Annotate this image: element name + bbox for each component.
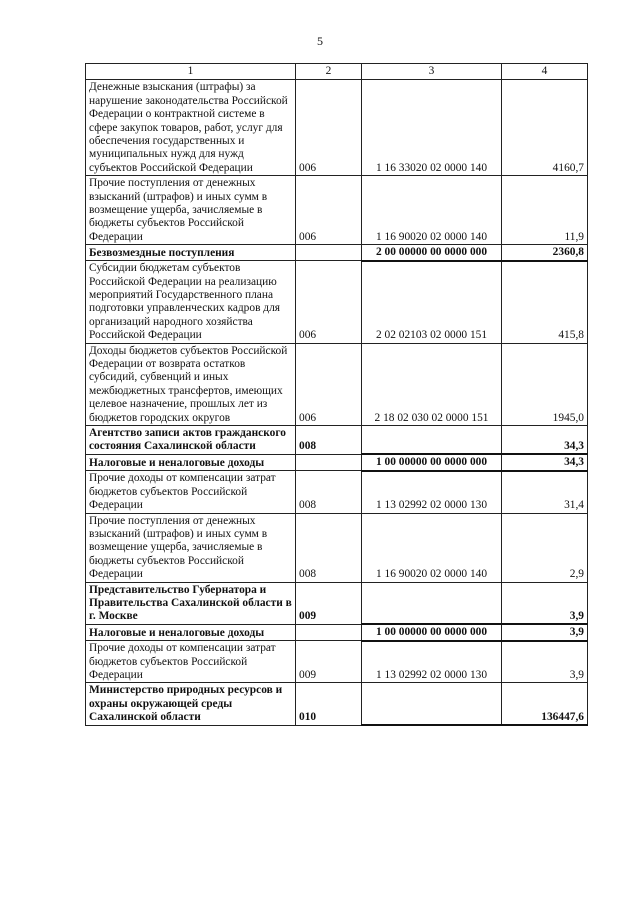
row-code-cell: 006	[296, 80, 362, 176]
row-code-cell	[296, 454, 362, 470]
row-code-cell: 009	[296, 582, 362, 624]
row-amount-cell: 1945,0	[502, 343, 588, 425]
row-kbk-cell: 1 16 33020 02 0000 140	[362, 80, 502, 176]
table-row	[86, 80, 588, 176]
table-body	[86, 80, 588, 725]
row-kbk-cell	[362, 582, 502, 624]
row-amount-cell: 136447,6	[502, 683, 588, 725]
row-kbk-cell: 1 00 00000 00 0000 000	[362, 454, 502, 470]
table-row	[86, 624, 588, 640]
row-name-cell: Представительство Губернатора и Правительства Сахалинской области в г. Москве	[86, 582, 296, 624]
table-row	[86, 513, 588, 582]
row-name-cell: Доходы бюджетов субъектов Российской Федерации от возврата остатков субсидий, субвенций и иных межбюджетных трансфертов, имеющих целевое назначение, прошлых лет из бюджетов городских округов	[86, 343, 296, 425]
row-name-cell: Безвозмездные поступления	[86, 245, 296, 261]
page-number: 5	[317, 34, 323, 48]
row-amount-cell: 4160,7	[502, 80, 588, 176]
row-code-cell: 006	[296, 261, 362, 343]
row-name-cell: Налоговые и неналоговые доходы	[86, 454, 296, 470]
row-kbk-cell: 1 13 02992 02 0000 130	[362, 471, 502, 513]
budget-revenue-table	[85, 63, 588, 726]
row-amount-cell: 31,4	[502, 471, 588, 513]
table-row	[86, 454, 588, 470]
row-kbk-cell: 2 18 02 030 02 0000 151	[362, 343, 502, 425]
row-kbk-cell: 1 16 90020 02 0000 140	[362, 513, 502, 582]
row-name-cell: Субсидии бюджетам субъектов Российской Федерации на реализацию мероприятий Государственного плана подготовки управленческих кадров для организаций народного хозяйства Российской Федерации	[86, 261, 296, 343]
row-kbk-cell	[362, 683, 502, 725]
row-code-cell	[296, 624, 362, 640]
table-row	[86, 683, 588, 725]
row-code-cell: 006	[296, 176, 362, 245]
table-row	[86, 582, 588, 624]
row-name-cell: Прочие поступления от денежных взысканий (штрафов) и иных сумм в возмещение ущерба, зачисляемые в бюджеты субъектов Российской Федерации	[86, 176, 296, 245]
table-row	[86, 245, 588, 261]
table-row	[86, 343, 588, 425]
row-amount-cell: 11,9	[502, 176, 588, 245]
row-kbk-cell: 2 02 02103 02 0000 151	[362, 261, 502, 343]
row-code-cell: 006	[296, 343, 362, 425]
table-row	[86, 641, 588, 683]
row-amount-cell: 34,3	[502, 426, 588, 455]
table-row	[86, 176, 588, 245]
row-name-cell: Прочие доходы от компенсации затрат бюджетов субъектов Российской Федерации	[86, 471, 296, 513]
row-code-cell: 008	[296, 471, 362, 513]
row-name-cell: Прочие доходы от компенсации затрат бюджетов субъектов Российской Федерации	[86, 641, 296, 683]
row-amount-cell: 3,9	[502, 582, 588, 624]
row-kbk-cell: 1 16 90020 02 0000 140	[362, 176, 502, 245]
table-row	[86, 471, 588, 513]
row-code-cell: 010	[296, 683, 362, 725]
row-name-cell: Министерство природных ресурсов и охраны окружающей среды Сахалинской области	[86, 683, 296, 725]
row-name-cell: Прочие поступления от денежных взысканий (штрафов) и иных сумм в возмещение ущерба, зачисляемые в бюджеты субъектов Российской Федерации	[86, 513, 296, 582]
row-code-cell: 008	[296, 426, 362, 455]
table-header-row	[86, 64, 588, 80]
row-amount-cell: 2,9	[502, 513, 588, 582]
row-name-cell: Агентство записи актов гражданского состояния Сахалинской области	[86, 426, 296, 455]
column-header-name: 1	[86, 64, 296, 80]
row-kbk-cell: 1 00 00000 00 0000 000	[362, 624, 502, 640]
row-code-cell: 009	[296, 641, 362, 683]
row-amount-cell: 34,3	[502, 454, 588, 470]
row-code-cell	[296, 245, 362, 261]
table-row	[86, 426, 588, 455]
row-name-cell: Налоговые и неналоговые доходы	[86, 624, 296, 640]
row-kbk-cell: 2 00 00000 00 0000 000	[362, 245, 502, 261]
column-header-amount: 4	[502, 64, 588, 80]
row-code-cell: 008	[296, 513, 362, 582]
row-name-cell: Денежные взыскания (штрафы) за нарушение законодательства Российской Федерации о контрактной системе в сфере закупок товаров, работ, услуг для обеспечения государственных и муниципальных нужд для нужд субъектов Российской Федерации	[86, 80, 296, 176]
column-header-code: 2	[296, 64, 362, 80]
row-amount-cell: 415,8	[502, 261, 588, 343]
table-row	[86, 261, 588, 343]
row-kbk-cell	[362, 426, 502, 455]
column-header-kbk: 3	[362, 64, 502, 80]
row-amount-cell: 3,9	[502, 624, 588, 640]
row-amount-cell: 3,9	[502, 641, 588, 683]
row-amount-cell: 2360,8	[502, 245, 588, 261]
row-kbk-cell: 1 13 02992 02 0000 130	[362, 641, 502, 683]
